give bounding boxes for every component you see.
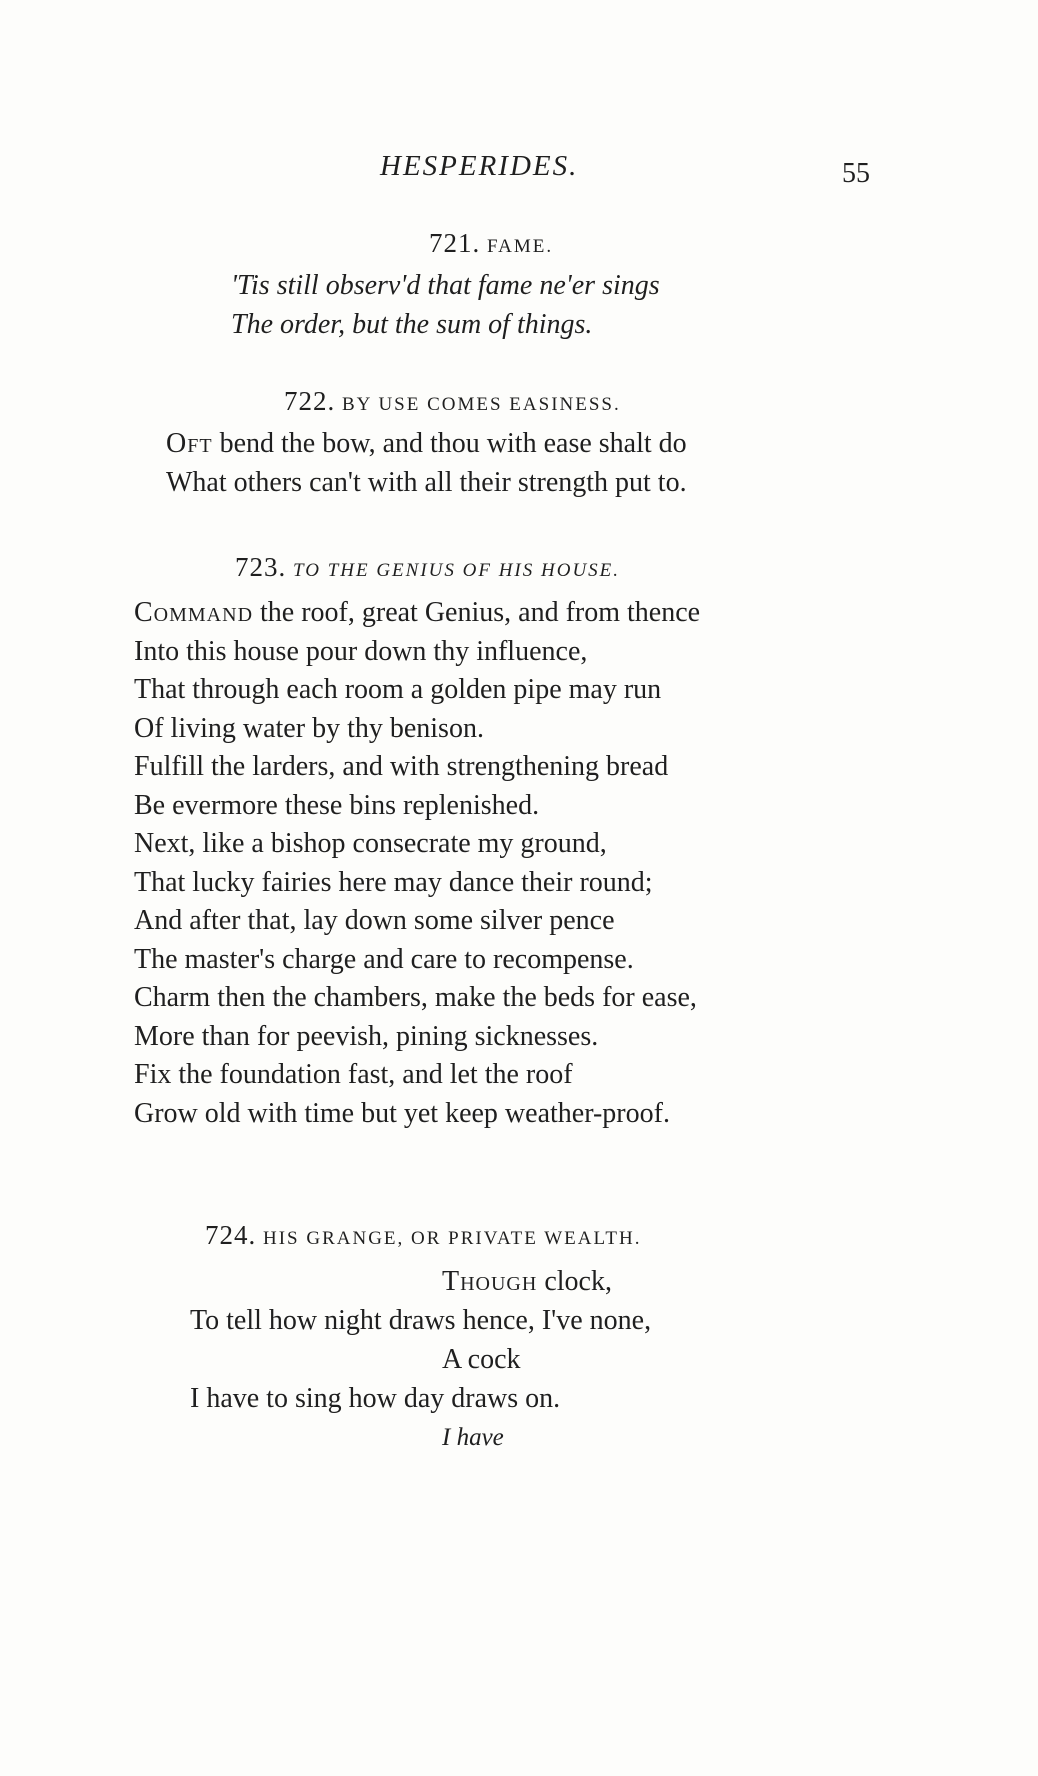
verse-line: I have (442, 1424, 504, 1451)
verse-line: Fulfill the larders, and with strengthening bread (134, 751, 669, 782)
first-line-rest: clock, (537, 1266, 612, 1297)
poem-title-text: BY USE COMES EASINESS. (342, 394, 621, 415)
poem-number: 721. (429, 228, 481, 258)
poem-title-724 (205, 1220, 641, 1251)
running-head: HESPERIDES. (380, 150, 579, 182)
verse-line (166, 424, 687, 463)
poem-723-body (134, 594, 700, 1133)
verse-line: I have to sing how day draws on. (190, 1383, 561, 1414)
poem-title-721 (429, 228, 553, 259)
verse-line: The master's charge and care to recompense. (134, 943, 634, 975)
poem-724-body (190, 1262, 651, 1457)
verse-line: To tell how night draws hence, I've none, (190, 1305, 652, 1336)
first-line-rest: the roof, great Genius, and from thence (253, 597, 701, 628)
first-line-rest: bend the bow, and thou with ease shalt do (212, 428, 687, 459)
verse-line: That lucky fairies here may dance their round; (134, 866, 653, 898)
verse-line (190, 1262, 651, 1301)
verse-line: 'Tis still observ'd that fame ne'er sings (231, 270, 660, 301)
first-word: Though (442, 1266, 538, 1297)
verse-line: Fix the foundation fast, and let the roof (134, 1059, 573, 1090)
page-number: 55 (842, 158, 870, 189)
verse-line: That through each room a golden pipe may run (134, 674, 662, 705)
verse-line: Be evermore these bins replenished. (134, 789, 540, 821)
verse-line: And after that, lay down some silver pence (134, 905, 615, 936)
verse-line: The order, but the sum of things. (231, 309, 593, 340)
verse-line: Grow old with time but yet keep weather-proof. (134, 1097, 670, 1129)
poem-number: 724. (205, 1220, 257, 1250)
verse-line: A cock (442, 1344, 521, 1375)
verse-line: Next, like a bishop consecrate my ground, (134, 828, 607, 859)
first-word: Oft (166, 428, 213, 459)
poem-title-text: FAME. (487, 236, 554, 257)
poem-title-723 (235, 552, 620, 583)
poem-title-722 (284, 386, 621, 417)
poem-title-text: HIS GRANGE, OR PRIVATE WEALTH. (263, 1228, 642, 1249)
poem-722-body (166, 424, 687, 502)
verse-line: Of living water by thy benison. (134, 712, 484, 744)
verse-line (134, 594, 700, 633)
verse-line: Charm then the chambers, make the beds for ease, (134, 982, 697, 1013)
poem-number: 722. (284, 386, 336, 416)
poem-title-text: TO THE GENIUS OF HIS HOUSE. (293, 560, 621, 581)
poem-number: 723. (235, 552, 287, 582)
verse-line: Into this house pour down thy influence, (134, 635, 588, 667)
poem-721-body (231, 266, 660, 344)
verse-line: More than for peevish, pining sicknesses. (134, 1020, 599, 1052)
verse-line: What others can't with all their strength put to. (166, 467, 687, 498)
first-word: Command (134, 597, 254, 628)
